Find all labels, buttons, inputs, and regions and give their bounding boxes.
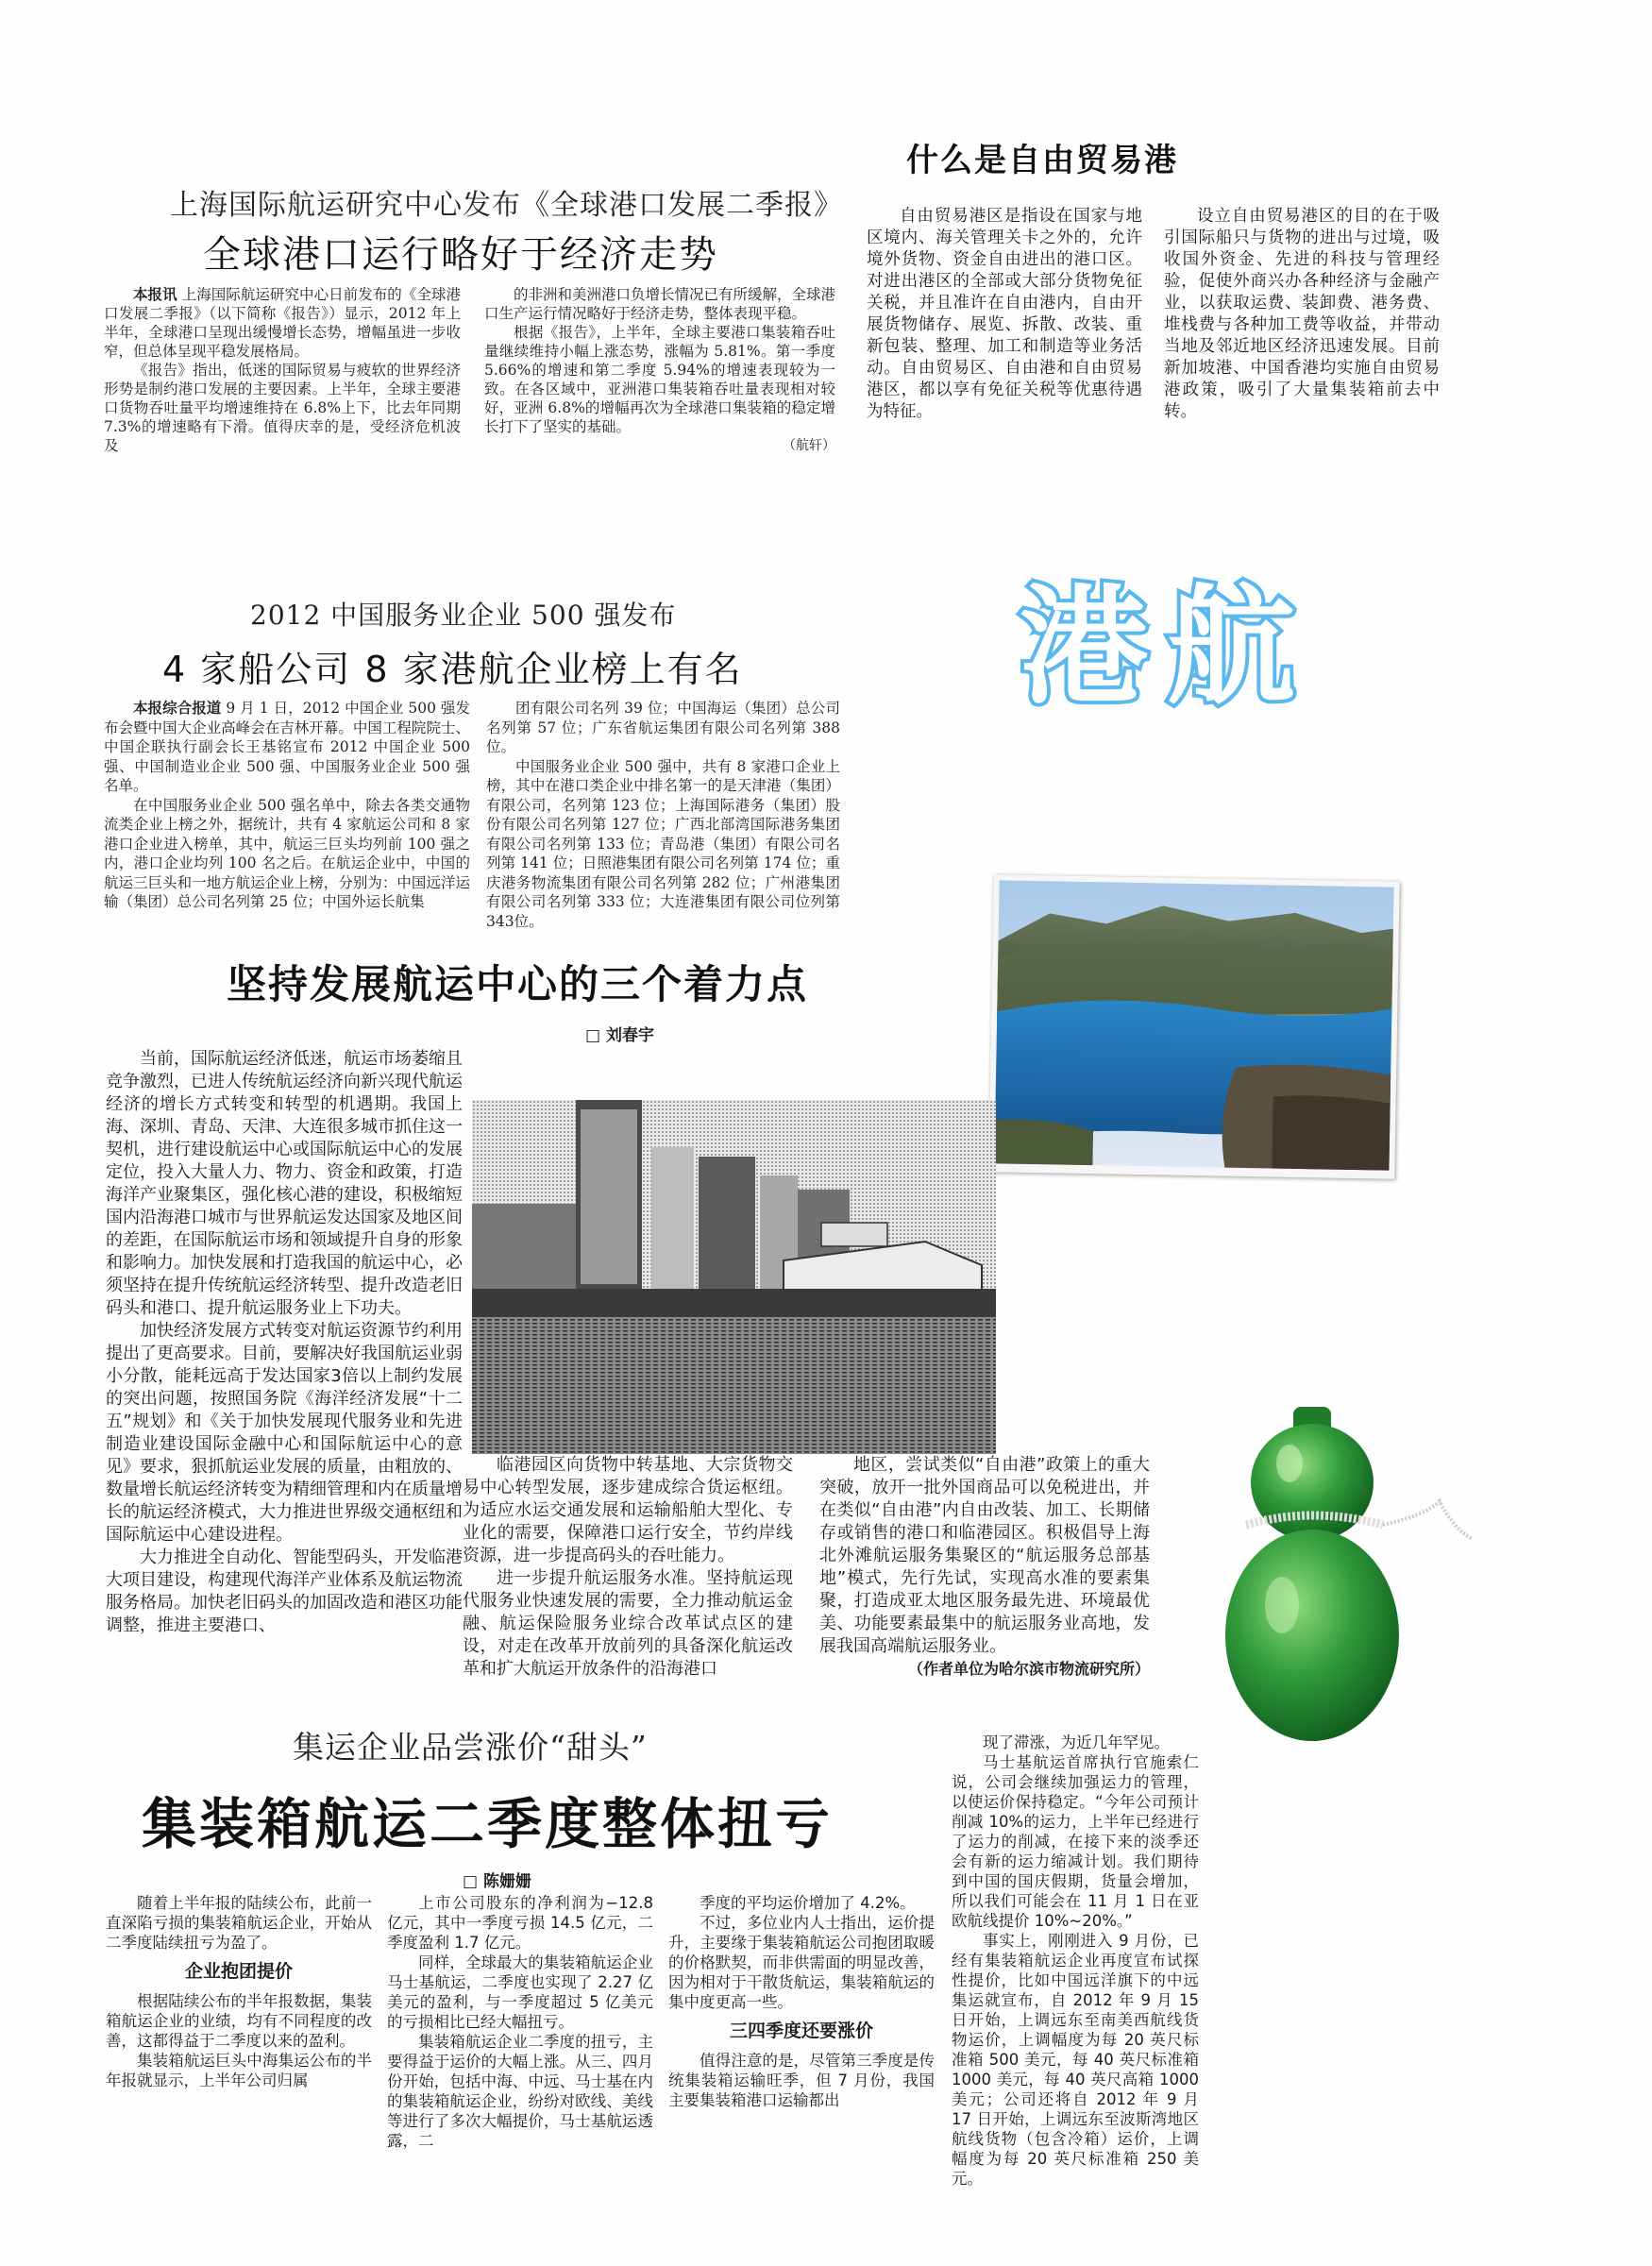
article3-mid-p1: 临港园区向货物中转基地、大宗货物交易中心转型发展，逐步建成综合货运枢纽。为适应水运交通发展和运输船舶大型化、专业化的需要，保障港口运行安全，节约岸线资源，进一步提高码头的吞吐能力。 xyxy=(463,1455,793,1565)
sidebar-col2 xyxy=(1164,206,1440,453)
article2-col2-p2: 中国服务业企业 500 强中，共有 8 家港口企业上榜，其中在港口类企业中排名第一的是天津港（集团）有限公司，名列第 123 位；上海国际港务（集团）股份有限公司名列第 127 位；广西北部湾国际港务集团有限公司名列第 133 位；青岛港（集团）有限公司名列第 141 位；日照港集团有限公司名列第 174 位；重庆港务物流集团有限公司名列第 282 位；广州港集团有限公司名列第 333 位；大连港集团有限公司位列第 343位。 xyxy=(486,757,840,930)
article4-col2 xyxy=(387,1893,653,2157)
article3-mid-col xyxy=(463,1454,793,1679)
article4-title: 集装箱航运二季度整体扭亏 xyxy=(142,1792,834,1856)
article1-col2 xyxy=(484,285,835,495)
article3-author-note: （作者单位为哈尔滨市物流研究所） xyxy=(907,1660,1150,1678)
article4-col1-p3: 集装箱航运巨头中海集运公布的半年报就显示，上半年公司归属 xyxy=(106,2052,372,2089)
article2-subtitle: 2012 中国服务业企业 500 强发布 xyxy=(250,600,677,631)
article3-byline: □ 刘春宇 xyxy=(585,1026,654,1045)
article1-col1-p2: 《报告》指出，低迷的国际贸易与疲软的世界经济形势是制约港口发展的主要因素。上半年，全球主要港口货物吞吐量平均增速维持在 6.8%上下，比去年同期 7.3%的增速略有下滑。值得庆幸的是，受经济危机波及 xyxy=(104,362,461,454)
article2-lead: 本报综合报道 xyxy=(133,699,222,717)
article1-col2-p2: 根据《报告》，上半年，全球主要港口集装箱吞吐量继续维持小幅上涨态势，涨幅为 5.81%。第一季度 5.66%的增速和第二季度 5.94%的增速表现较为一致。在各区域中，亚洲港口集装箱吞吐量表现相对较好，亚洲 6.8%的增幅再次为全球港口集装箱的稳定增长打下了坚实的基础。 xyxy=(484,324,835,435)
article4-col2-p2: 同样，全球最大的集装箱航运企业马士基航运，二季度也实现了 2.27 亿美元的盈利，与一季度超过 5 亿美元的亏损相比已经大幅扭亏。 xyxy=(387,1953,653,2031)
harbor-city-photo xyxy=(472,1100,996,1454)
article4-col1-p2: 根据陆续公布的半年报数据，集装箱航运企业的业绩，均有不同程度的改善，这都得益于二季度以来的盈利。 xyxy=(106,1992,372,2050)
article4-col4-p2: 马士基航运首席执行官施索仁说，公司会继续加强运力的管理，以使运价保持稳定。“今年公司预计削减 10%的运力，上半年已经进行了运力的削减，在接下来的淡季还会有新的运力缩减计划。我们期待到中国的国庆假期，货量会增加，所以我们可能会在 11 月 1 日在亚欧航线提价 10%~20%。” xyxy=(952,1753,1199,1930)
lake-mountain-photo xyxy=(988,874,1399,1178)
article3-left-col xyxy=(106,1048,463,1662)
article4-col1-heading: 企业抱团提价 xyxy=(184,1961,293,1982)
article4-col3-p2: 不过，多位业内人士指出，运价提升，主要缘于集装箱航运公司抱团取暖的价格默契，而非供需面的明显改善，因为相对于干散货航运，集装箱航运的集中度更高一些。 xyxy=(668,1914,935,2011)
sidebar-col1-text: 自由贸易港区是指设在国家与地区境内、海关管理关卡之外的，允许境外货物、资金自由进出的港口区。对进出港区的全部或大部分货物免征关税，并且准许在自由港内，自由开展货物储存、展览、拆散、改装、重新包装、整理、加工和制造等业务活动。自由贸易区、自由港和自由贸易港区，都以享有免征关税等优惠待遇为特征。 xyxy=(867,207,1142,421)
article1-col1-p1: 上海国际航运研究中心日前发布的《全球港口发展二季报》（以下简称《报告》）显示，2012 年上半年，全球港口呈现出缓慢增长态势，增幅虽进一步收窄，但总体呈现平稳发展格局。 xyxy=(104,286,461,360)
article1-col2-p1: 的非洲和美洲港口负增长情况已有所缓解，全球港口生产运行情况略好于经济走势，整体表现平稳。 xyxy=(484,286,836,322)
article4-col3-p3: 值得注意的是，尽管第三季度是传统集装箱运输旺季，但 7 月份，我国主要集装箱港口运输都出 xyxy=(668,2052,935,2109)
article3-left-p2: 加快经济发展方式转变对航运资源节约利用提出了更高要求。目前，要解决好我国航运业弱小分散，能耗远高于发达国家3倍以上制约发展的突出问题，按照国务院《海洋经济发展“十二五”规划》和《关于加快发展现代服务业和先进制造业建设国际金融中心和国际航运中心的意见》要求，狠抓航运业发展的质量，由粗放的、数量增长航运经济转变为精细管理和内在质量增长的航运经济模式，大力推进世界级交通枢纽和国际航运中心建设进程。 xyxy=(106,1321,463,1545)
article4-byline: □ 陈姗姗 xyxy=(463,1872,531,1891)
article4-col1-p1: 随着上半年报的陆续公布，此前一直深陷亏损的集装箱航运企业，开始从二季度陆续扭亏为盈了。 xyxy=(106,1894,372,1952)
article2-title: 4 家船公司 8 家港航企业榜上有名 xyxy=(162,649,743,690)
article4-col2-p1: 上市公司股东的净利润为−12.8 亿元，其中一季度亏损 14.5 亿元，二季度盈利 1.7 亿元。 xyxy=(387,1894,653,1952)
article2-col1 xyxy=(104,699,470,931)
article4-col3 xyxy=(668,1893,935,2157)
sidebar-col2-text: 设立自由贸易港区的目的在于吸引国际船只与货物的进出与过境，吸收国外资金、先进的科技与管理经验，促使外商兴办各种经济与金融产业，以获取运费、装卸费、港务费、堆栈费与各种加工费等收益，并带动当地及邻近地区经济迅速发展。目前新加坡港、中国香港均实施自由贸易港政策，吸引了大量集装箱前去中转。 xyxy=(1164,207,1440,421)
article3-title: 坚持发展航运中心的三个着力点 xyxy=(227,961,809,1007)
article4-col3-p1: 季度的平均运价增加了 4.2%。 xyxy=(700,1894,916,1912)
article4-col4-p3: 事实上，刚刚进入 9 月份，已经有集装箱航运企业再度宣布试探性提价，比如中国远洋旗下的中远集运就宣布，自 2012 年 9 月 15 日开始，上调远东至南美西航线货物运价，上调幅度为每 20 英尺标准箱 500 美元，每 40 英尺标准箱 1000 美元，每 40 英尺高箱 1000 美元；公司还将自 2012 年 9 月 17 日开始，上调远东至波斯湾地区航线货物（包含冷箱）运价，上调幅度为每 20 英尺标准箱 250 美元。 xyxy=(952,1932,1199,2188)
article1-lead: 本报讯 xyxy=(133,285,177,303)
article4-col2-p3: 集装箱航运企业二季度的扭亏，主要得益于运价的大幅上涨。从三、四月份开始，包括中海、中远、马士基在内的集装箱航运企业，纷纷对欧线、美线等进行了多次大幅提价，马士基航运透露，二 xyxy=(387,2033,653,2150)
article1-title: 全球港口运行略好于经济走势 xyxy=(203,233,718,277)
section-title-port-shipping: 港航 xyxy=(1020,573,1314,722)
article3-right-col xyxy=(819,1454,1150,1690)
article4-col1 xyxy=(106,1893,372,2157)
article3-mid-p2: 进一步提升航运服务水准。坚持航运现代服务业快速发展的需要，全力推动航运金融、航运保险服务业综合改革试点区的建设，对走在改革开放前列的具备深化航运改革和扩大航运开放条件的沿海港口 xyxy=(463,1568,793,1679)
article3-left-p3: 大力推进全自动化、智能型码头，开发临港大项目建设，构建现代海洋产业体系及航运物流服务格局。加快老旧码头的加固改造和港区功能调整，推进主要港口、 xyxy=(106,1547,463,1635)
article4-col4-p1: 现了滞涨，为近几年罕见。 xyxy=(983,1733,1170,1751)
article3-right-p1: 地区，尝试类似“自由港”政策上的重大突破，放开一批外国商品可以免税进出，并在类似“自由港”内自由改装、加工、长期储存或销售的港口和临港园区。积极倡导上海北外滩航运服务集聚区的“航运服务总部基地”模式，先行先试，实现高水准的要素集聚，打造成亚太地区服务最先进、环境最优美、功能要素最集中的航运服务业高地，发展我国高端航运服务业。 xyxy=(819,1455,1150,1656)
article4-col3-heading: 三四季度还要涨价 xyxy=(729,2021,873,2041)
sidebar-title: 什么是自由贸易港 xyxy=(906,142,1178,179)
article2-col1-p2: 在中国服务业企业 500 强名单中，除去各类交通物流类企业上榜之外，据统计，共有 4 家航运公司和 8 家港口企业进入榜单，其中，航运三巨头均列前 100 强之内，港口企业均列 100 名之后。在航运企业中，中国的航运三巨头和一地方航运企业上榜，分别为：中国远洋运输（集团）总公司名列第 25 位；中国外运长航集 xyxy=(104,796,470,910)
sidebar-col1 xyxy=(867,206,1142,453)
article2-col1-p1: 9 月 1 日，2012 中国企业 500 强发布会暨中国大企业高峰会在吉林开幕。中国工程院院士、中国企联执行副会长王基铭宣布 2012 中国企业 500 强、中国制造业企业 500 强、中国服务业企业 500 强名单。 xyxy=(104,700,470,794)
article1-col1 xyxy=(104,285,461,495)
article2-col2-p1: 团有限公司名列 39 位；中国海运（集团）总公司名列第 57 位；广东省航运集团有限公司名列第 388 位。 xyxy=(486,700,840,755)
article1-sign: （航轩） xyxy=(783,438,835,453)
article4-subtitle: 集运企业品尝涨价“甜头” xyxy=(293,1729,648,1766)
jade-gourd-illustration xyxy=(1227,1388,1510,1784)
article2-col2 xyxy=(486,699,840,931)
article1-subtitle: 上海国际航运研究中心发布《全球港口发展二季报》 xyxy=(170,189,843,222)
article3-left-p1: 当前，国际航运经济低迷，航运市场萎缩且竞争激烈，已进人传统航运经济向新兴现代航运经济的增长方式转变和转型的机遇期。我国上海、深圳、青岛、天津、大连很多城市抓住这一契机，进行建设航运中心或国际航运中心的发展定位，投入大量人力、物力、资金和政策，打造海洋产业聚集区，强化核心港的建设，积极缩短国内沿海港口城市与世界航运发达国家及地区间的差距，在国际航运市场和领域提升自身的形象和影响力。加快发展和打造我国的航运中心，必须坚持在提升传统航运经济转型、提升改造老旧码头和港口、提升航运服务业上下功夫。 xyxy=(106,1049,463,1318)
article4-col4 xyxy=(952,1733,1199,2188)
